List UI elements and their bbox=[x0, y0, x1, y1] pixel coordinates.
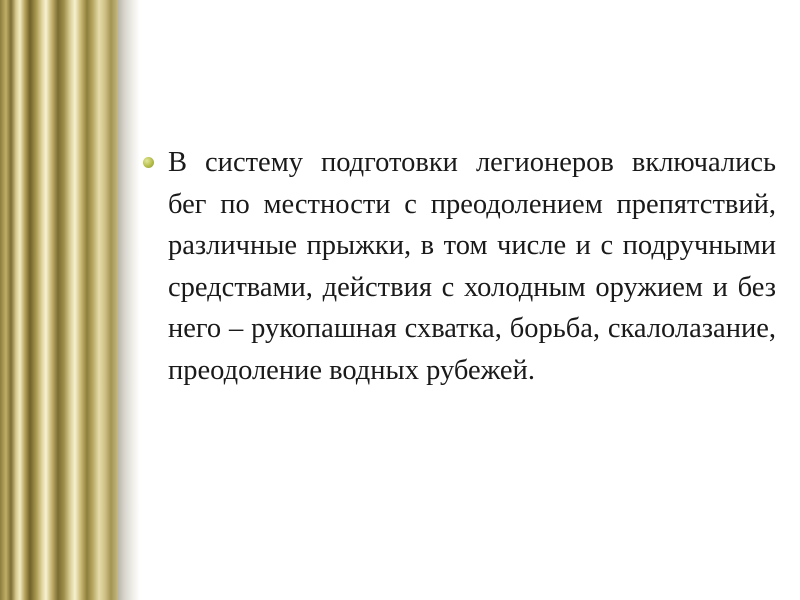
stripe-shadow bbox=[118, 0, 140, 600]
decorative-stripes bbox=[0, 0, 118, 600]
bullet-text: В систему подготовки легионеров включались бег по местности с преодолением препятствий, различные прыжки, в том числе и с подручными средствами, действия с холодным оружием и без него – рукопашная схватка, борьба, скалолазание, преодоление водных рубежей. bbox=[168, 147, 776, 386]
bullet-dot-icon bbox=[143, 157, 154, 168]
slide-content bbox=[140, 142, 776, 391]
bullet-item bbox=[140, 142, 776, 391]
